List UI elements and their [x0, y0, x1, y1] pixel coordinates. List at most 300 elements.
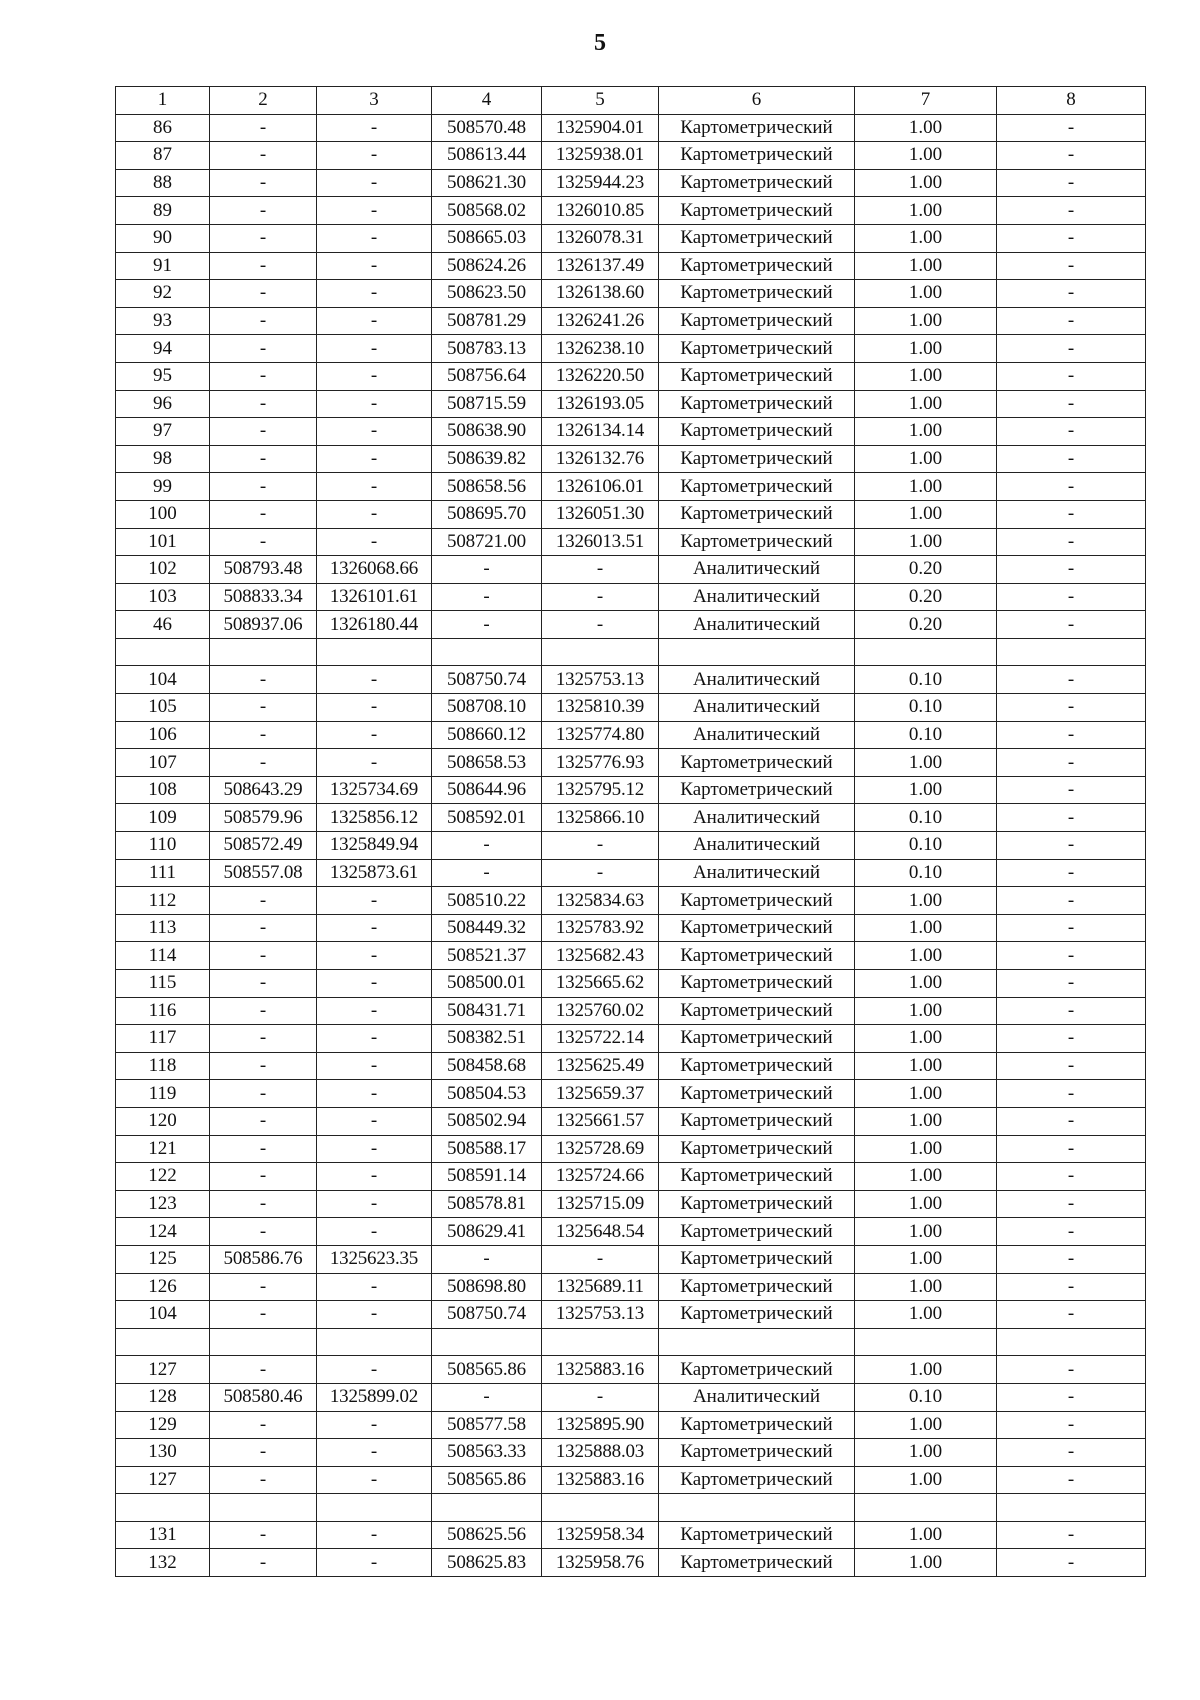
table-cell: - — [317, 1218, 432, 1246]
table-cell: 101 — [116, 528, 210, 556]
table-cell: - — [210, 224, 317, 252]
table-cell: - — [317, 418, 432, 446]
table-row — [116, 556, 1146, 584]
table-cell: 508621.30 — [432, 169, 542, 197]
table-cell: - — [997, 1025, 1146, 1053]
table-cell: 1326137.49 — [542, 252, 659, 280]
table-row — [116, 307, 1146, 335]
table-cell: 508625.56 — [432, 1521, 542, 1549]
table-cell: - — [542, 1383, 659, 1411]
table-cell: - — [210, 142, 317, 170]
table-row — [116, 1411, 1146, 1439]
table-cell: 508572.49 — [210, 832, 317, 860]
table-cell: Картометрический — [659, 500, 855, 528]
table-cell: - — [317, 914, 432, 942]
table-row — [116, 197, 1146, 225]
table-cell: - — [997, 914, 1146, 942]
table-cell: 508750.74 — [432, 1301, 542, 1329]
table-cell: 111 — [116, 859, 210, 887]
table-row — [116, 776, 1146, 804]
table-cell: 1.00 — [855, 1439, 997, 1467]
table-row — [116, 362, 1146, 390]
table-cell: - — [997, 142, 1146, 170]
table-cell: Картометрический — [659, 1163, 855, 1191]
table-cell: - — [317, 749, 432, 777]
table-cell: 1326132.76 — [542, 445, 659, 473]
table-cell: 508458.68 — [432, 1052, 542, 1080]
table-cell: 1325648.54 — [542, 1218, 659, 1246]
table-cell: 1.00 — [855, 169, 997, 197]
table-cell: 104 — [116, 666, 210, 694]
table-cell: 508570.48 — [432, 114, 542, 142]
table-cell: - — [997, 1356, 1146, 1384]
table-cell — [855, 1328, 997, 1356]
table-cell: - — [317, 1521, 432, 1549]
table-cell: 1.00 — [855, 997, 997, 1025]
table-row — [116, 970, 1146, 998]
table-cell: - — [210, 749, 317, 777]
table-cell: 130 — [116, 1439, 210, 1467]
table-cell: 1.00 — [855, 224, 997, 252]
table-row — [116, 1052, 1146, 1080]
table-cell: Аналитический — [659, 666, 855, 694]
table-row — [116, 1301, 1146, 1329]
table-cell: Картометрический — [659, 1080, 855, 1108]
table-cell: Картометрический — [659, 970, 855, 998]
table-cell: 508937.06 — [210, 611, 317, 639]
table-cell: 508521.37 — [432, 942, 542, 970]
table-cell: - — [317, 1549, 432, 1577]
table-cell — [432, 1494, 542, 1522]
table-cell: - — [210, 390, 317, 418]
table-cell: 508502.94 — [432, 1107, 542, 1135]
table-cell: Аналитический — [659, 804, 855, 832]
table-cell: - — [210, 1273, 317, 1301]
table-cell: 116 — [116, 997, 210, 1025]
table-cell: Картометрический — [659, 749, 855, 777]
table-cell: Картометрический — [659, 1218, 855, 1246]
table-cell — [997, 1494, 1146, 1522]
table-cell: 125 — [116, 1245, 210, 1273]
column-header: 1 — [116, 87, 210, 115]
table-cell: 1.00 — [855, 1549, 997, 1577]
table-cell: - — [210, 694, 317, 722]
table-cell: 1325774.80 — [542, 721, 659, 749]
table-cell: 1.00 — [855, 1245, 997, 1273]
table-cell: 106 — [116, 721, 210, 749]
table-cell: 1325849.94 — [317, 832, 432, 860]
table-cell: - — [317, 1356, 432, 1384]
table-cell: 508756.64 — [432, 362, 542, 390]
table-cell: - — [317, 169, 432, 197]
table-cell: - — [432, 1245, 542, 1273]
table-cell: 0.20 — [855, 611, 997, 639]
table-cell: 1325753.13 — [542, 1301, 659, 1329]
table-cell: 103 — [116, 583, 210, 611]
table-cell: - — [317, 528, 432, 556]
table-cell: Картометрический — [659, 1245, 855, 1273]
table-row — [116, 390, 1146, 418]
table-cell: 1.00 — [855, 280, 997, 308]
table-cell: Картометрический — [659, 914, 855, 942]
table-cell: - — [997, 1411, 1146, 1439]
table-cell: 1.00 — [855, 418, 997, 446]
table-row — [116, 1218, 1146, 1246]
table-header-row — [116, 87, 1146, 115]
table-cell: Картометрический — [659, 280, 855, 308]
table-cell: 1.00 — [855, 1190, 997, 1218]
table-cell: - — [997, 307, 1146, 335]
table-cell: - — [997, 721, 1146, 749]
table-cell: - — [317, 1466, 432, 1494]
table-cell: - — [997, 445, 1146, 473]
table-cell: 1325834.63 — [542, 887, 659, 915]
table-cell: - — [317, 224, 432, 252]
table-row — [116, 1466, 1146, 1494]
table-cell: - — [997, 362, 1146, 390]
table-cell: Картометрический — [659, 390, 855, 418]
table-cell: 1325888.03 — [542, 1439, 659, 1467]
table-row — [116, 942, 1146, 970]
table-cell: - — [997, 1135, 1146, 1163]
table-cell: 1325623.35 — [317, 1245, 432, 1273]
table-cell: 1.00 — [855, 1301, 997, 1329]
table-cell: 1325873.61 — [317, 859, 432, 887]
table-cell — [317, 1328, 432, 1356]
table-cell: - — [317, 142, 432, 170]
table-cell: 508781.29 — [432, 307, 542, 335]
table-cell: - — [997, 666, 1146, 694]
table-cell: - — [317, 473, 432, 501]
table-cell: 114 — [116, 942, 210, 970]
table-cell: - — [997, 390, 1146, 418]
table-cell: 1.00 — [855, 1218, 997, 1246]
table-row — [116, 1549, 1146, 1577]
table-cell: 1326101.61 — [317, 583, 432, 611]
table-cell: Картометрический — [659, 776, 855, 804]
table-cell: 88 — [116, 169, 210, 197]
table-cell: Картометрический — [659, 169, 855, 197]
table-cell: - — [997, 1273, 1146, 1301]
table-cell: 1325734.69 — [317, 776, 432, 804]
table-cell: - — [997, 280, 1146, 308]
table-cell: - — [210, 252, 317, 280]
table-cell: - — [997, 1549, 1146, 1577]
table-cell: 112 — [116, 887, 210, 915]
table-cell: 105 — [116, 694, 210, 722]
table-cell: 132 — [116, 1549, 210, 1577]
table-cell: Картометрический — [659, 142, 855, 170]
table-cell: - — [317, 666, 432, 694]
table-cell: 120 — [116, 1107, 210, 1135]
table-cell: - — [997, 1245, 1146, 1273]
table-cell: - — [210, 1052, 317, 1080]
table-cell: 0.10 — [855, 1383, 997, 1411]
table-cell: 1.00 — [855, 1466, 997, 1494]
table-cell: - — [317, 114, 432, 142]
table-body — [116, 114, 1146, 1576]
table-cell: 91 — [116, 252, 210, 280]
table-cell: Аналитический — [659, 721, 855, 749]
table-cell: 1325722.14 — [542, 1025, 659, 1053]
table-row — [116, 1356, 1146, 1384]
table-cell: - — [210, 335, 317, 363]
table-row — [116, 224, 1146, 252]
table-cell: - — [210, 307, 317, 335]
table-cell: - — [317, 1107, 432, 1135]
table-cell: 508588.17 — [432, 1135, 542, 1163]
table-cell: - — [317, 694, 432, 722]
table-cell: Картометрический — [659, 197, 855, 225]
table-cell: - — [997, 859, 1146, 887]
table-cell: Картометрический — [659, 1025, 855, 1053]
table-cell: 1.00 — [855, 142, 997, 170]
table-cell: Картометрический — [659, 445, 855, 473]
table-row — [116, 1521, 1146, 1549]
table-cell: 1325899.02 — [317, 1383, 432, 1411]
table-cell: 107 — [116, 749, 210, 777]
table-cell: 508500.01 — [432, 970, 542, 998]
table-cell: - — [542, 832, 659, 860]
table-cell: 129 — [116, 1411, 210, 1439]
table-cell — [659, 1328, 855, 1356]
table-cell: 1.00 — [855, 1521, 997, 1549]
table-row — [116, 1328, 1146, 1356]
table-row — [116, 114, 1146, 142]
table-cell: 508557.08 — [210, 859, 317, 887]
table-row — [116, 694, 1146, 722]
table-cell: 1.00 — [855, 914, 997, 942]
table-cell: 1325689.11 — [542, 1273, 659, 1301]
table-cell: - — [997, 114, 1146, 142]
table-cell: - — [317, 1273, 432, 1301]
table-cell: 1.00 — [855, 335, 997, 363]
table-cell: 1326013.51 — [542, 528, 659, 556]
table-row — [116, 1273, 1146, 1301]
table-cell: - — [997, 528, 1146, 556]
table-cell: 508708.10 — [432, 694, 542, 722]
table-cell: 1326078.31 — [542, 224, 659, 252]
table-cell: - — [317, 390, 432, 418]
table-cell: 124 — [116, 1218, 210, 1246]
table-cell: 102 — [116, 556, 210, 584]
table-cell: 46 — [116, 611, 210, 639]
table-cell: 0.10 — [855, 804, 997, 832]
table-cell: Картометрический — [659, 1439, 855, 1467]
table-cell: 96 — [116, 390, 210, 418]
table-cell: - — [210, 114, 317, 142]
table-cell: 0.10 — [855, 721, 997, 749]
table-cell: Картометрический — [659, 528, 855, 556]
table-cell: 508665.03 — [432, 224, 542, 252]
table-cell: 1326180.44 — [317, 611, 432, 639]
table-cell: 508783.13 — [432, 335, 542, 363]
table-cell: - — [210, 1135, 317, 1163]
table-cell: 508586.76 — [210, 1245, 317, 1273]
table-cell: Картометрический — [659, 307, 855, 335]
table-cell: Картометрический — [659, 1466, 855, 1494]
table-cell: 508625.83 — [432, 1549, 542, 1577]
table-cell: 1325958.34 — [542, 1521, 659, 1549]
table-cell: 508644.96 — [432, 776, 542, 804]
table-cell: - — [997, 1466, 1146, 1494]
table-cell: - — [210, 1356, 317, 1384]
table-cell: 508565.86 — [432, 1466, 542, 1494]
table-cell: 1325682.43 — [542, 942, 659, 970]
table-row — [116, 445, 1146, 473]
table-cell — [116, 1328, 210, 1356]
table-cell: - — [317, 445, 432, 473]
table-cell: - — [210, 1107, 317, 1135]
table-row — [116, 1190, 1146, 1218]
coordinates-table — [115, 86, 1146, 1577]
table-cell: 126 — [116, 1273, 210, 1301]
table-cell: - — [317, 500, 432, 528]
table-cell: - — [210, 362, 317, 390]
table-cell: - — [997, 970, 1146, 998]
table-row — [116, 887, 1146, 915]
table-cell: 1326051.30 — [542, 500, 659, 528]
table-cell: 86 — [116, 114, 210, 142]
table-cell: - — [210, 721, 317, 749]
table-cell — [855, 1494, 997, 1522]
table-cell: - — [997, 252, 1146, 280]
table-cell: 508565.86 — [432, 1356, 542, 1384]
table-cell: - — [997, 887, 1146, 915]
table-cell: 1.00 — [855, 252, 997, 280]
table-row — [116, 280, 1146, 308]
table-cell: - — [317, 1439, 432, 1467]
table-cell: - — [432, 556, 542, 584]
table-row — [116, 418, 1146, 446]
table-cell: 127 — [116, 1356, 210, 1384]
table-cell: 508639.82 — [432, 445, 542, 473]
table-row — [116, 1080, 1146, 1108]
table-row — [116, 169, 1146, 197]
table-cell: 1.00 — [855, 528, 997, 556]
table-cell: 508580.46 — [210, 1383, 317, 1411]
table-cell: - — [432, 1383, 542, 1411]
table-cell: - — [997, 500, 1146, 528]
table-cell: - — [542, 556, 659, 584]
table-cell: - — [997, 832, 1146, 860]
table-cell: Картометрический — [659, 1190, 855, 1218]
table-row — [116, 832, 1146, 860]
table-cell: 1325883.16 — [542, 1356, 659, 1384]
table-cell: Картометрический — [659, 418, 855, 446]
table-cell: Картометрический — [659, 942, 855, 970]
table-cell: 508715.59 — [432, 390, 542, 418]
table-cell: 1.00 — [855, 1025, 997, 1053]
table-cell: Аналитический — [659, 583, 855, 611]
table-cell: 1.00 — [855, 362, 997, 390]
table-cell: 128 — [116, 1383, 210, 1411]
table-cell: - — [317, 1163, 432, 1191]
table-row — [116, 335, 1146, 363]
table-row — [116, 804, 1146, 832]
table-cell: 118 — [116, 1052, 210, 1080]
table-cell: 508431.71 — [432, 997, 542, 1025]
table-cell: - — [997, 556, 1146, 584]
table-cell: 97 — [116, 418, 210, 446]
table-cell: 99 — [116, 473, 210, 501]
table-cell: 92 — [116, 280, 210, 308]
table-cell: - — [317, 997, 432, 1025]
table-cell: 1326241.26 — [542, 307, 659, 335]
table-cell: 1325904.01 — [542, 114, 659, 142]
table-cell: - — [210, 445, 317, 473]
table-cell: - — [997, 224, 1146, 252]
table-cell: - — [997, 1052, 1146, 1080]
table-cell: 1325659.37 — [542, 1080, 659, 1108]
table-cell — [116, 638, 210, 666]
table-cell: 1.00 — [855, 307, 997, 335]
table-cell: - — [997, 1190, 1146, 1218]
table-cell: - — [997, 418, 1146, 446]
table-cell: - — [210, 970, 317, 998]
table-cell: 508577.58 — [432, 1411, 542, 1439]
table-cell: Картометрический — [659, 1521, 855, 1549]
column-header: 5 — [542, 87, 659, 115]
table-cell: 0.10 — [855, 832, 997, 860]
table-cell: - — [997, 335, 1146, 363]
table-cell: 508382.51 — [432, 1025, 542, 1053]
table-cell: 1.00 — [855, 1356, 997, 1384]
table-cell: 1325958.76 — [542, 1549, 659, 1577]
table-cell: 1326010.85 — [542, 197, 659, 225]
table-cell: 1326238.10 — [542, 335, 659, 363]
table-cell: - — [997, 197, 1146, 225]
table-cell — [997, 1328, 1146, 1356]
table-cell: 1.00 — [855, 1273, 997, 1301]
table-cell — [659, 1494, 855, 1522]
table-cell: - — [432, 832, 542, 860]
table-cell: - — [997, 997, 1146, 1025]
table-cell: - — [210, 1218, 317, 1246]
table-cell: - — [997, 749, 1146, 777]
table-cell: 108 — [116, 776, 210, 804]
table-cell: - — [542, 583, 659, 611]
table-cell: - — [210, 500, 317, 528]
table-cell: - — [317, 1052, 432, 1080]
table-cell: 115 — [116, 970, 210, 998]
table-cell: 508592.01 — [432, 804, 542, 832]
table-cell: - — [997, 804, 1146, 832]
table-cell: 1325944.23 — [542, 169, 659, 197]
table-cell: Картометрический — [659, 473, 855, 501]
table-row — [116, 528, 1146, 556]
table-cell: 1325856.12 — [317, 804, 432, 832]
table-cell: - — [210, 887, 317, 915]
table-cell: 1326138.60 — [542, 280, 659, 308]
table-cell: - — [317, 252, 432, 280]
table-cell: 94 — [116, 335, 210, 363]
table-cell: - — [210, 942, 317, 970]
table-cell: - — [317, 280, 432, 308]
table-cell: 1.00 — [855, 500, 997, 528]
table-row — [116, 252, 1146, 280]
table-cell: - — [210, 1439, 317, 1467]
table-cell: Картометрический — [659, 887, 855, 915]
table-cell: Аналитический — [659, 556, 855, 584]
table-cell: - — [997, 1521, 1146, 1549]
table-cell: - — [317, 1025, 432, 1053]
table-cell: - — [317, 1301, 432, 1329]
table-cell: - — [997, 776, 1146, 804]
table-cell: - — [317, 335, 432, 363]
table-cell: - — [432, 583, 542, 611]
table-cell: - — [997, 1163, 1146, 1191]
